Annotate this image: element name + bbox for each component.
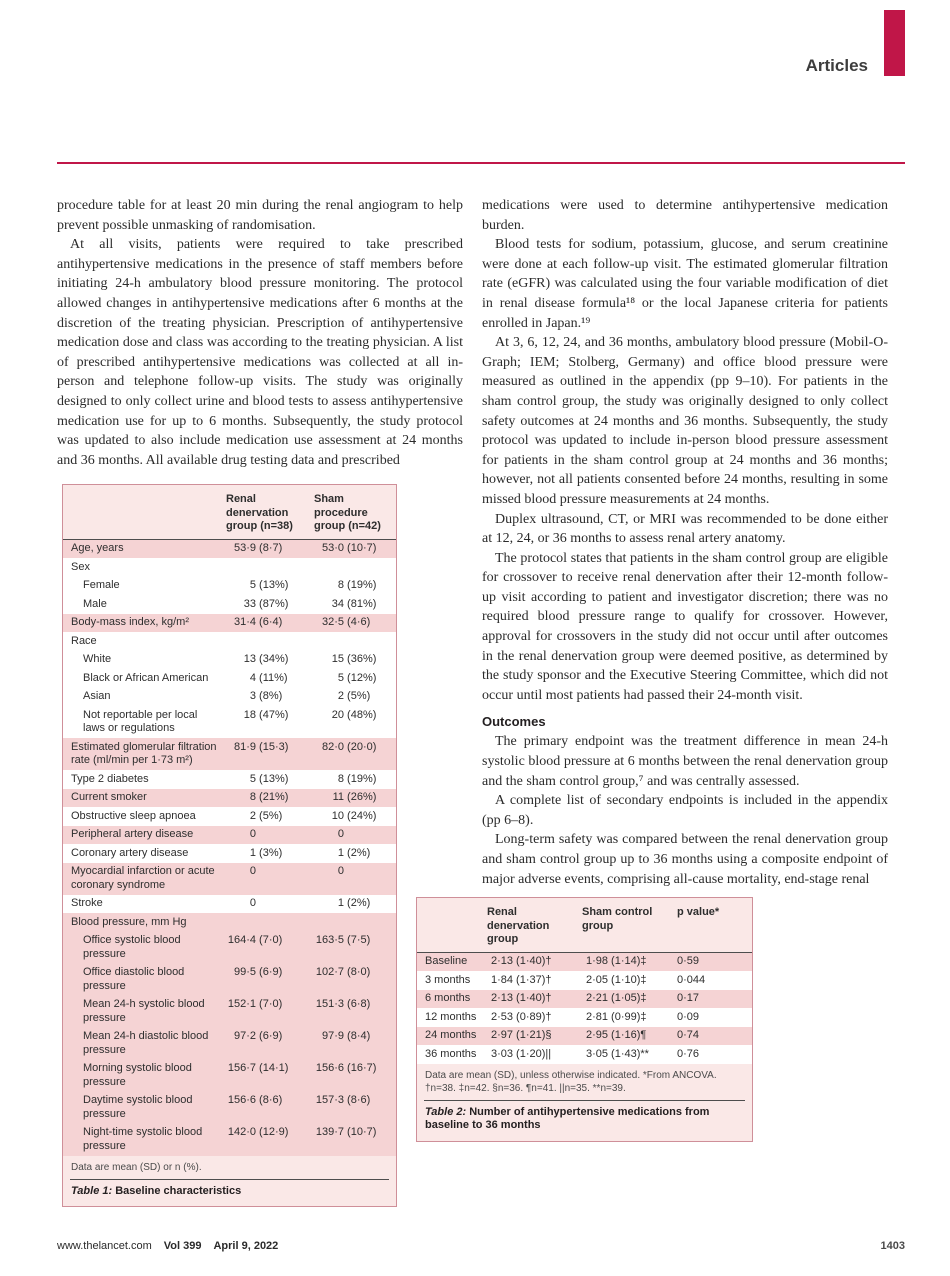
- row-label: Coronary artery disease: [71, 846, 189, 859]
- row-label: Mean 24-h systolic blood pressure: [83, 998, 205, 1024]
- row-value: 2·97 (1·21)§: [490, 1029, 552, 1042]
- table-row: [63, 1028, 396, 1060]
- row-label: Estimated glomerular filtration rate (ml/min per 1·73 m²): [71, 740, 217, 767]
- row-label: Age, years: [71, 542, 124, 555]
- row-value: 0·59: [677, 955, 700, 968]
- table-row: [63, 688, 396, 707]
- row-value: 1 (2%): [337, 897, 371, 910]
- row-value: 3 (8%): [249, 690, 283, 703]
- column-header: Renal denervation group (n=38): [226, 493, 293, 533]
- column-header: p value*: [677, 906, 720, 919]
- row-label: Morning systolic blood pressure: [83, 1062, 192, 1088]
- row-value: 33 (87%): [243, 597, 289, 610]
- paragraph: procedure table for at least 20 min during the renal angiogram to help prevent possible unmasking of randomisation.: [57, 198, 463, 233]
- table-row: [63, 1092, 396, 1124]
- page-number: 1403: [880, 1240, 905, 1252]
- header-rule: [57, 162, 905, 164]
- row-value: 1 (2%): [337, 846, 371, 859]
- row-value: 0: [337, 865, 344, 878]
- row-value: 2·53 (0·89)†: [490, 1010, 552, 1023]
- row-value: 2·05 (1·10)‡: [585, 973, 647, 986]
- table-header-row: [63, 485, 396, 540]
- column-header: Sham control group: [582, 906, 653, 932]
- table-row: [417, 1027, 752, 1046]
- row-value: 82·0 (20·0): [321, 740, 377, 753]
- row-label: 6 months: [425, 992, 471, 1005]
- row-label: Stroke: [71, 897, 103, 910]
- table-row: [63, 1124, 396, 1156]
- row-value: 2·95 (1·16)¶: [585, 1029, 647, 1042]
- row-value: [314, 558, 396, 577]
- row-label: Obstructive sleep apnoea: [71, 809, 196, 822]
- table-row: [63, 895, 396, 914]
- row-label: Black or African American: [83, 671, 209, 684]
- row-value: 2·13 (1·40)†: [490, 992, 552, 1005]
- table-footnote: Data are mean (SD), unless otherwise indicated. *From ANCOVA. †n=38. ‡n=42. §n=36. ¶n=41. ||n=35. **n=39.: [425, 1069, 717, 1094]
- table-row: [63, 863, 396, 895]
- footer-volume: Vol 399: [163, 1240, 202, 1252]
- right-column-text-methods: [482, 196, 888, 705]
- column-header: Sham procedure group (n=42): [314, 493, 381, 533]
- row-value: 5 (12%): [337, 671, 377, 684]
- row-value: 157·3 (8·6): [315, 1094, 371, 1107]
- table-row: [63, 706, 396, 738]
- row-value: 164·4 (7·0): [227, 934, 283, 947]
- row-label: Night-time systolic blood pressure: [83, 1126, 203, 1152]
- right-column: [425, 196, 888, 1142]
- table-row: [63, 996, 396, 1028]
- row-value: 0·044: [677, 973, 706, 986]
- row-value: 139·7 (10·7): [315, 1126, 377, 1139]
- row-value: 1·98 (1·14)‡: [585, 955, 647, 968]
- table-caption: Table 2: Number of antihypertensive medications from baseline to 36 months: [424, 1100, 745, 1141]
- row-value: 8 (19%): [337, 772, 377, 785]
- paragraph: Duplex ultrasound, CT, or MRI was recommended to be done either at 12, 24, or 36 months to assess renal artery anatomy.: [482, 511, 888, 547]
- table-row: [63, 651, 396, 670]
- row-value: 102·7 (8·0): [315, 966, 371, 979]
- table-row: [63, 826, 396, 845]
- table-row: [63, 964, 396, 996]
- footer-site[interactable]: www.thelancet.com: [57, 1240, 152, 1252]
- row-value: 1·84 (1·37)†: [490, 973, 552, 986]
- stub-header: [417, 904, 487, 952]
- row-label: Sex: [71, 560, 90, 573]
- row-value: 1 (3%): [249, 846, 283, 859]
- table-row: [417, 990, 752, 1009]
- row-value: [226, 632, 314, 651]
- row-label: Race: [71, 634, 97, 647]
- row-label: Peripheral artery disease: [71, 828, 194, 841]
- row-value: 3·03 (1·20)||: [490, 1047, 552, 1060]
- row-label: Current smoker: [71, 791, 147, 804]
- row-value: 99·5 (6·9): [233, 966, 283, 979]
- row-value: 2·21 (1·05)‡: [585, 992, 647, 1005]
- table-row: [63, 807, 396, 826]
- row-value: 2 (5%): [249, 809, 283, 822]
- paragraph: Long-term safety was compared between the renal denervation group and sham control group up to 36 months using a composite endpoint of major adverse events, comprising all-cause mortality, end-stage renal: [482, 832, 888, 887]
- table2-antihypertensive-medications: [416, 897, 753, 1142]
- row-value: 156·7 (14·1): [227, 1062, 289, 1075]
- table-row: [63, 577, 396, 596]
- row-value: 15 (36%): [331, 653, 377, 666]
- footer-journal-info: [57, 1240, 290, 1252]
- table-row: [63, 632, 396, 651]
- table-row: [417, 1045, 752, 1064]
- row-label: Blood pressure, mm Hg: [71, 915, 187, 928]
- table-row: [63, 540, 396, 559]
- table-row: [417, 971, 752, 990]
- row-label: Body-mass index, kg/m²: [71, 616, 189, 629]
- row-value: 3·05 (1·43)**: [585, 1047, 649, 1060]
- left-column-text: [57, 196, 463, 470]
- paragraph: Blood tests for sodium, potassium, glucose, and serum creatinine were done at each follow-up visit. The estimated glomerular filtration rate (eGFR) was calculated using the four variable modification of diet in renal disease formula¹⁸ or the local Japanese criteria for patients enrolled in Japan.¹⁹: [482, 237, 888, 331]
- row-label: Female: [83, 579, 120, 592]
- table-row: [417, 1008, 752, 1027]
- row-label: Mean 24-h diastolic blood pressure: [83, 1030, 209, 1056]
- row-value: [314, 913, 396, 932]
- table-row: [63, 558, 396, 577]
- row-label: Baseline: [425, 955, 468, 968]
- left-column: [57, 196, 463, 1207]
- row-value: 8 (21%): [249, 791, 289, 804]
- row-value: 20 (48%): [331, 708, 377, 721]
- table-row: [63, 844, 396, 863]
- row-value: 0·17: [677, 992, 700, 1005]
- table-row: [63, 595, 396, 614]
- table-caption: Table 1: Baseline characteristics: [70, 1179, 389, 1207]
- table-row: [63, 770, 396, 789]
- table-row: [63, 738, 396, 770]
- table1-baseline-characteristics: [62, 484, 397, 1207]
- row-value: 13 (34%): [243, 653, 289, 666]
- right-column-text-outcomes: [482, 732, 888, 889]
- row-value: [314, 632, 396, 651]
- page-footer: [57, 1240, 905, 1252]
- paragraph: A complete list of secondary endpoints is included in the appendix (pp 6–8).: [482, 793, 888, 828]
- row-value: 0: [249, 897, 256, 910]
- paragraph: The primary endpoint was the treatment difference in mean 24-h systolic blood pressure at 6 months between the renal denervation group and the sham control group,⁷ and was centrally assessed.: [482, 734, 888, 789]
- row-value: 97·2 (6·9): [233, 1030, 283, 1043]
- row-value: 11 (26%): [332, 791, 377, 804]
- table-row: [63, 789, 396, 808]
- row-value: 53·0 (10·7): [321, 542, 377, 555]
- row-value: 156·6 (8·6): [227, 1094, 283, 1107]
- row-value: 0: [337, 828, 344, 841]
- row-value: 0·74: [677, 1029, 700, 1042]
- section-label: Articles: [805, 56, 868, 75]
- section-color-bar: [884, 10, 905, 76]
- row-value: 31·4 (6·4): [233, 616, 283, 629]
- row-value: 8 (19%): [337, 579, 377, 592]
- paragraph: medications were used to determine antihypertensive medication burden.: [482, 198, 888, 233]
- row-value: 10 (24%): [331, 809, 377, 822]
- row-value: [226, 558, 314, 577]
- column-header: Renal denervation group: [487, 906, 550, 946]
- footer-date: April 9, 2022: [213, 1240, 279, 1252]
- row-value: 163·5 (7·5): [315, 934, 371, 947]
- row-label: Asian: [83, 690, 111, 703]
- row-value: 5 (13%): [249, 579, 289, 592]
- row-label: Male: [83, 597, 107, 610]
- row-value: 152·1 (7·0): [227, 998, 283, 1011]
- table-row: [63, 1060, 396, 1092]
- row-label: Type 2 diabetes: [71, 772, 149, 785]
- row-label: Not reportable per local laws or regulations: [83, 708, 198, 735]
- row-value: 2·81 (0·99)‡: [585, 1010, 647, 1023]
- row-label: White: [83, 653, 112, 666]
- paragraph: At 3, 6, 12, 24, and 36 months, ambulatory blood pressure (Mobil-O-Graph; IEM; Stolberg, Germany) and office blood pressure were measured as outlined in the appendix (pp 9–10). For patients in the sham control group, the study was originally designed to only collect safety outcomes at 24 months and 36 months. Subsequently, the study protocol was updated to include in-person blood pressure assessment for patients in the sham control group at 24 months and 36 months; however, not all patients consented before 24 months, resulting in some missed blood pressure measurements at 24 months.: [482, 335, 888, 507]
- table-row: [63, 614, 396, 633]
- table-footnote: Data are mean (SD) or n (%).: [71, 1161, 202, 1173]
- table-header-row: [417, 898, 752, 953]
- row-value: 151·3 (6·8): [315, 998, 371, 1011]
- row-value: 2 (5%): [337, 690, 371, 703]
- row-value: 4 (11%): [249, 671, 288, 684]
- row-value: 0·09: [677, 1010, 700, 1023]
- row-label: 36 months: [425, 1047, 477, 1060]
- row-value: 34 (81%): [331, 597, 377, 610]
- row-value: 5 (13%): [249, 772, 289, 785]
- row-value: [226, 913, 314, 932]
- table-row: [63, 669, 396, 688]
- row-value: 32·5 (4·6): [321, 616, 371, 629]
- row-value: 0·76: [677, 1047, 700, 1060]
- row-value: 97·9 (8·4): [321, 1030, 371, 1043]
- row-label: 12 months: [425, 1010, 477, 1023]
- table-row: [63, 913, 396, 932]
- row-label: Daytime systolic blood pressure: [83, 1094, 193, 1120]
- row-value: 142·0 (12·9): [227, 1126, 289, 1139]
- row-value: 0: [249, 865, 256, 878]
- row-value: 0: [249, 828, 256, 841]
- row-label: Office systolic blood pressure: [83, 934, 181, 960]
- row-value: 18 (47%): [243, 708, 289, 721]
- row-value: 2·13 (1·40)†: [490, 955, 552, 968]
- row-value: 156·6 (16·7): [315, 1062, 377, 1075]
- table-row: [63, 932, 396, 964]
- two-column-body: [57, 196, 907, 1207]
- row-label: Office diastolic blood pressure: [83, 966, 185, 992]
- paragraph: The protocol states that patients in the sham control group are eligible for crossover to receive renal denervation after their 12-month follow-up visit according to patient and investigator discretion; there was no required blood pressure range to qualify for crossover. However, approval for crossovers in the study did not occur until after outcomes in the renal denervation group were deemed positive, as determined by the study sponsor and the Executive Steering Committee, which did not occur until most patients had passed their 24-month visit.: [482, 550, 888, 703]
- table-row: [417, 953, 752, 972]
- outcomes-heading: Outcomes: [482, 714, 546, 730]
- row-label: 24 months: [425, 1029, 477, 1042]
- row-value: 53·9 (8·7): [233, 542, 283, 555]
- paragraph: At all visits, patients were required to take prescribed antihypertensive medications in the presence of staff members before initiating 24-h ambulatory blood pressure monitoring. The protocol allowed changes in antihypertensive medications after 6 months at the discretion of the treating physician. Prescription of antihypertensive medication dose and class was according to the treating physician. A list of prescribed antihypertensive medications was collected at all in-person and telephone follow-up visits. The study was originally designed to only collect urine and blood tests to assess antihypertensive medication use for up to 6 months. Subsequently, the study protocol was updated to also include medication use assessment at 24 months and 36 months. All available drug testing data and prescribed: [57, 237, 463, 468]
- stub-header: [63, 491, 226, 539]
- row-value: 81·9 (15·3): [233, 740, 289, 753]
- row-label: Myocardial infarction or acute coronary syndrome: [71, 865, 215, 891]
- row-label: 3 months: [425, 973, 471, 986]
